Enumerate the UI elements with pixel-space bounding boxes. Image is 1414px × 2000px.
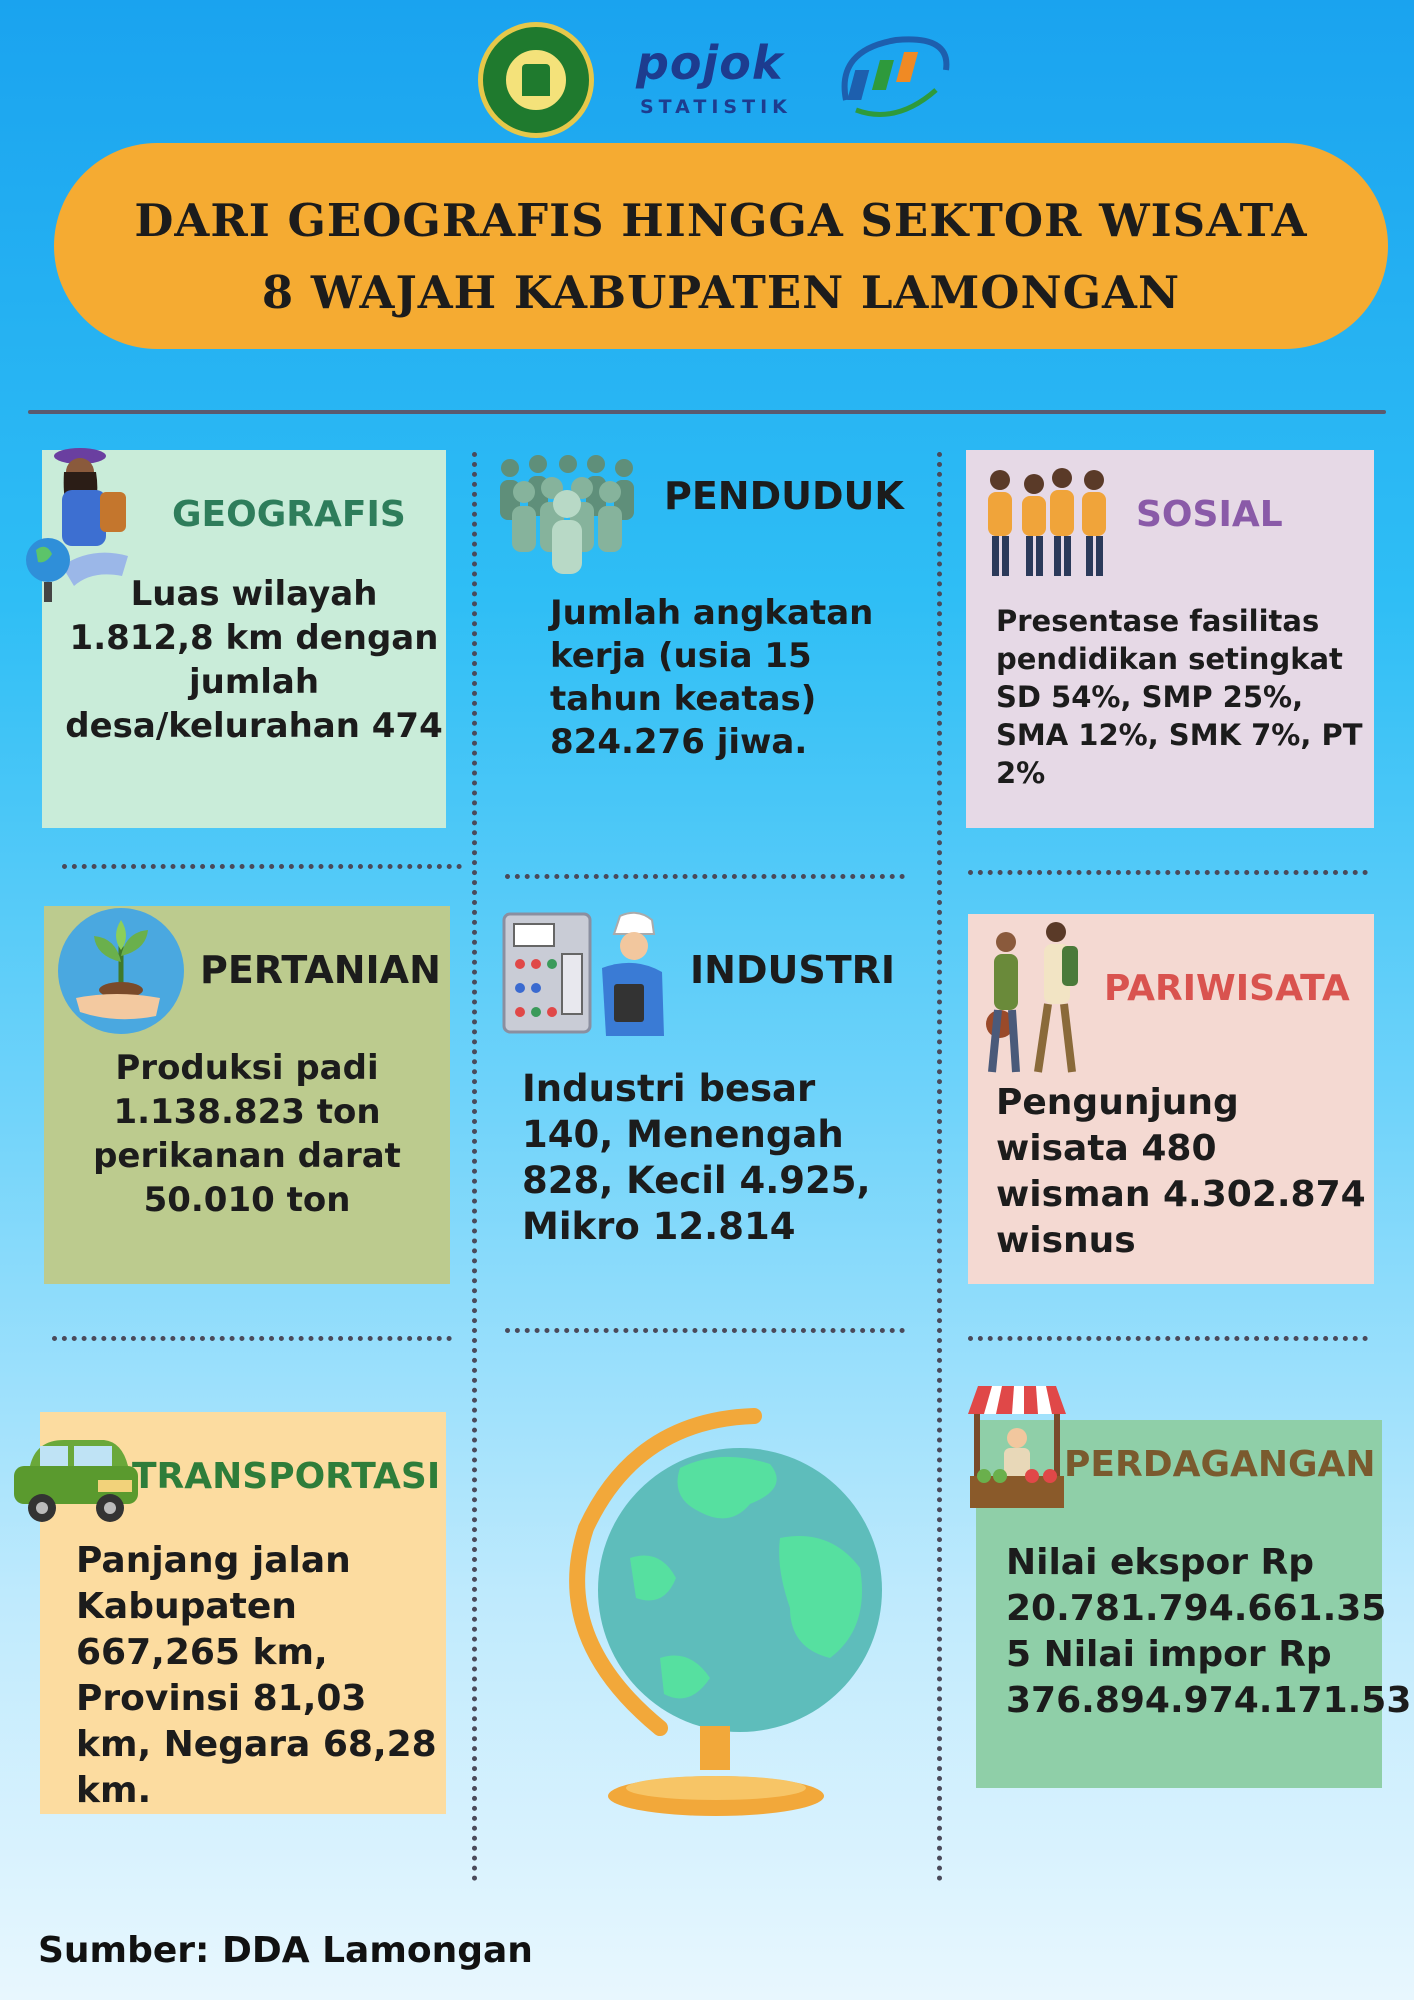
card-industri-text: Industri besar 140, Menengah 828, Kecil 4.925, Mikro 12.814 [522,1067,871,1248]
card-pariwisata-text: Pengunjung wisata 480 wisman 4.302.874 wisnus [996,1082,1366,1261]
card-pertanian-title: PERTANIAN [200,948,441,992]
card-pertanian-text: Produksi padi 1.138.823 ton perikanan darat 50.010 ton [93,1048,401,1220]
people-group-icon [496,454,638,574]
row-separator [505,1328,905,1333]
card-sosial-text: Presentase fasilitas pendidikan setingkat SD 54%, SMP 25%, SMA 12%, SMK 7%, PT 2% [996,604,1363,790]
market-stall-icon [966,1384,1068,1510]
card-geografis-title: GEOGRAFIS [172,494,406,535]
car-icon [12,1436,140,1528]
row-separator [52,1336,452,1341]
card-penduduk-text: Jumlah angkatan kerja (usia 15 tahun keatas) 824.276 jiwa. [550,593,874,762]
card-transportasi-title: TRANSPORTASI [132,1456,441,1497]
engineer-panel-icon [502,908,668,1036]
card-sosial-title: SOSIAL [1136,494,1283,535]
card-industri-title: INDUSTRI [690,948,896,992]
column-separator [937,452,942,1882]
university-logo [478,22,594,138]
bps-logo [826,30,956,130]
page-title-line-2: 8 WAJAH KABUPATEN LAMONGAN [261,266,1181,319]
plant-hand-icon [56,906,186,1036]
row-separator [505,874,905,879]
row-separator [968,1336,1368,1341]
source-note: Sumber: DDA Lamongan [38,1930,533,1971]
pojok-logo-text: pojok [636,36,784,90]
row-separator [62,864,462,869]
card-transportasi-text: Panjang jalan Kabupaten 667,265 km, Provinsi 81,03 km, Negara 68,28 km. [76,1540,437,1811]
divider [28,410,1386,414]
page-title-line-1: DARI GEOGRAFIS HINGGA SEKTOR WISATA [134,194,1308,247]
card-perdagangan-title: PERDAGANGAN [1064,1444,1376,1485]
column-separator [472,452,477,1882]
row-separator [968,870,1368,875]
tourists-icon [982,920,1094,1078]
students-group-icon [982,460,1116,582]
card-penduduk-title: PENDUDUK [664,474,904,518]
statistik-logo-text: STATISTIK [640,96,792,118]
card-perdagangan-text: Nilai ekspor Rp 20.781.794.661.35 5 Nilai impor Rp 376.894.974.171.53 [1006,1542,1412,1721]
card-pariwisata-title: PARIWISATA [1104,968,1350,1009]
globe-icon [540,1408,890,1818]
card-geografis-text: Luas wilayah 1.812,8 km dengan jumlah desa/kelurahan 474 [65,574,443,746]
